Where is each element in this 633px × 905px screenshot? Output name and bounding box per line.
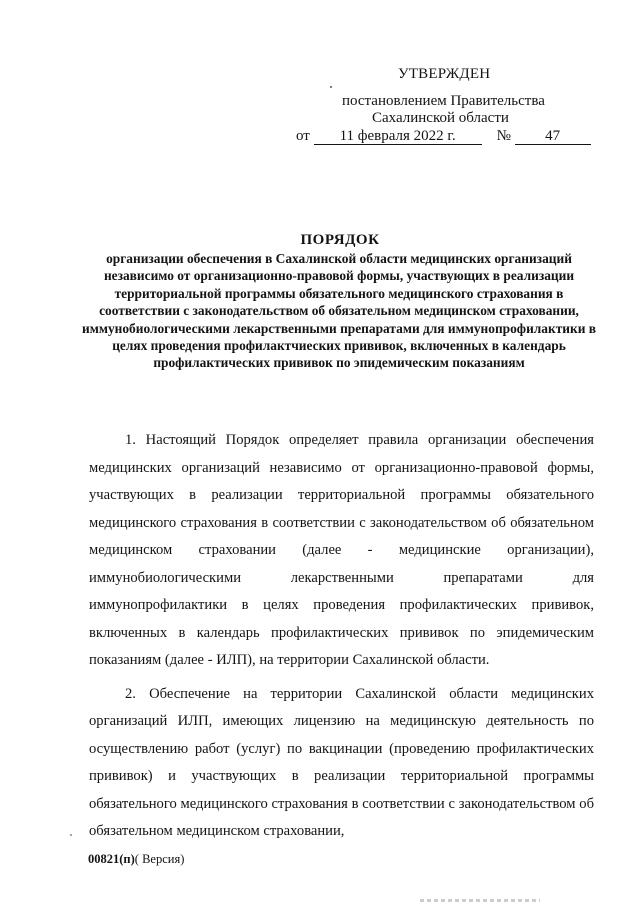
approval-date-number-line [296,126,591,146]
document-version: ( Версия) [134,852,185,866]
document-title: ПОРЯДОК [300,232,380,248]
document-body [89,427,594,852]
scan-speck [330,86,332,88]
approval-title: УТВЕРЖДЕН [398,66,491,82]
approval-region: Сахалинской области [372,110,509,126]
paragraph-1: 1. Настоящий Порядок определяет правила организации обеспечения медицинских организаций независимо от организационно-правовой формы, участвующих в реализации территориальной программы обязательного медицинского страхования в соответствии с законодательством об обязательном медицинском страховании (далее - медицинские организации), иммунобиологическими лекарственными препаратами для иммунопрофилактики в целях проведения профилактических прививок, включенных в календарь профилактических прививок по эпидемическим показаниям (далее - ИЛП), на территории Сахалинской области. [89,432,594,668]
footer-version [88,852,184,867]
approval-number: 47 [515,128,591,145]
scan-artifact [420,899,540,902]
approval-date: 11 февраля 2022 г. [314,128,482,145]
paragraph-2: 2. Обеспечение на территории Сахалинской области медицинских организаций ИЛП, имеющих лицензию на медицинскую деятельность по осуществлению работ (услуг) по вакцинации (проведению профилактических прививок) и участвующих в реализации территориальной программы обязательного медицинского страхования в соответствии с законодательством об обязательном медицинском страховании, [89,685,594,839]
approval-authority: постановлением Правительства [342,93,545,109]
document-subtitle: организации обеспечения в Сахалинской области медицинских организаций независимо от организационно-правовой формы, участвующих в реализации территориальной программы обязательного медицинского страхования в соответствии с законодательством об обязательном медицинском страховании, иммунобиологическими лекарственными препаратами для иммунопрофилактики в целях проведения профилактчиеских прививок, включенных в календарь профилактических прививок по эпидемическим показаниям [81,251,597,371]
from-label: от [296,128,310,144]
scan-speck [70,834,72,836]
number-label: № [496,128,511,144]
document-code: 00821(п) [88,852,135,866]
